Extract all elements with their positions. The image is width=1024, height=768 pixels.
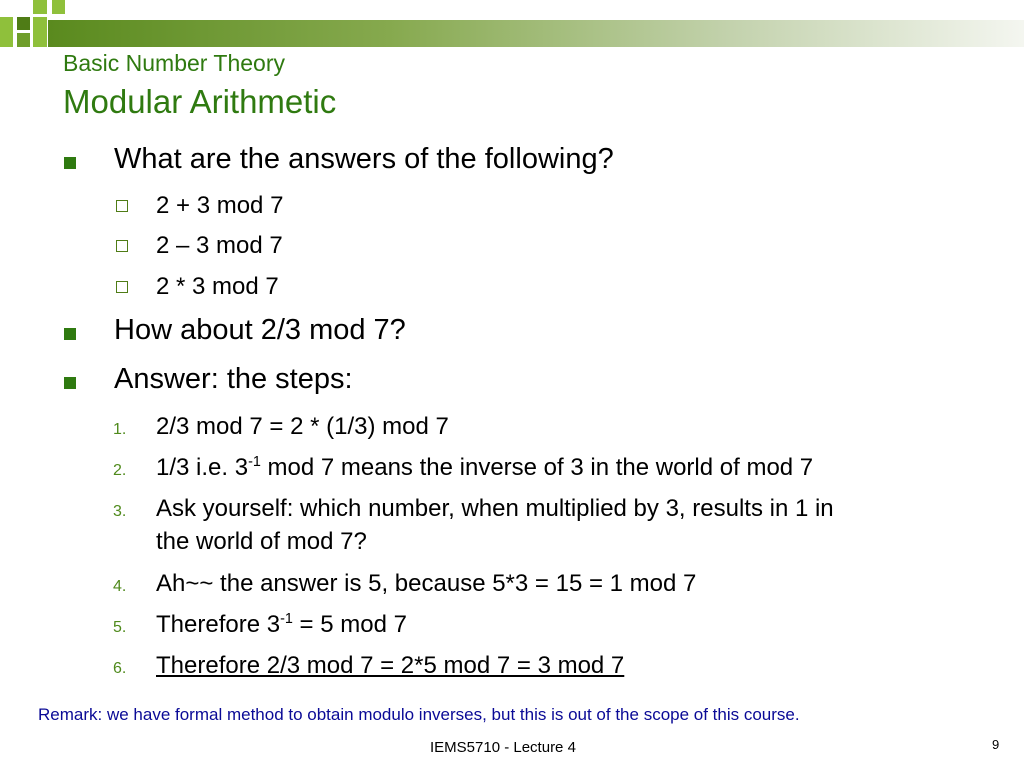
bullet-answer-heading: Answer: the steps: (114, 363, 353, 395)
step-2-superscript: -1 (248, 454, 261, 470)
hollow-square-icon (116, 200, 128, 212)
sub-item-3: 2 * 3 mod 7 (156, 273, 279, 300)
step-5 (156, 611, 407, 639)
step-number: 5. (113, 619, 127, 636)
decor-square-4 (33, 17, 47, 47)
sub-item-2: 2 – 3 mod 7 (156, 232, 283, 259)
bullet-square-icon (64, 377, 76, 389)
decor-square-2 (33, 0, 47, 14)
step-5-part-a: Therefore 3 (156, 611, 281, 638)
page-number: 9 (992, 737, 1000, 752)
step-number: 6. (113, 660, 127, 677)
step-4: Ah~~ the answer is 5, because 5*3 = 15 = 1 mod 7 (156, 570, 697, 597)
step-2 (156, 454, 813, 482)
step-number: 4. (113, 578, 127, 595)
decor-square-3 (0, 17, 13, 47)
hollow-square-icon (116, 240, 128, 252)
header-gradient-bar (48, 20, 1024, 47)
step-3-line-1: Ask yourself: which number, when multiplied by 3, results in 1 in (156, 495, 834, 522)
bullet-square-icon (64, 328, 76, 340)
bullet-question-2: How about 2/3 mod 7? (114, 314, 406, 346)
step-1: 2/3 mod 7 = 2 * (1/3) mod 7 (156, 413, 449, 440)
bullet-square-icon (64, 157, 76, 169)
slide-title: Modular Arithmetic (63, 83, 337, 120)
decor-square-5 (52, 0, 65, 14)
step-5-superscript: -1 (280, 611, 293, 627)
step-2-part-b: mod 7 means the inverse of 3 in the world of mod 7 (260, 454, 814, 481)
remark-note: Remark: we have formal method to obtain modulo inverses, but this is out of the scope of this course. (38, 705, 800, 724)
bullet-question-1: What are the answers of the following? (114, 143, 614, 175)
footer-course-label: IEMS5710 - Lecture 4 (430, 739, 576, 756)
step-2-part-a: 1/3 i.e. 3 (156, 454, 249, 481)
decor-square-1 (17, 17, 30, 30)
step-3-line-2: the world of mod 7? (156, 528, 367, 555)
decor-square-6 (17, 33, 30, 47)
step-number: 3. (113, 503, 127, 520)
hollow-square-icon (116, 281, 128, 293)
sub-item-1: 2 + 3 mod 7 (156, 192, 284, 219)
slide-subtitle: Basic Number Theory (63, 50, 285, 76)
step-6: Therefore 2/3 mod 7 = 2*5 mod 7 = 3 mod 7 (156, 652, 625, 679)
step-5-part-b: = 5 mod 7 (292, 611, 407, 638)
step-number: 2. (113, 462, 127, 479)
step-number: 1. (113, 421, 127, 438)
